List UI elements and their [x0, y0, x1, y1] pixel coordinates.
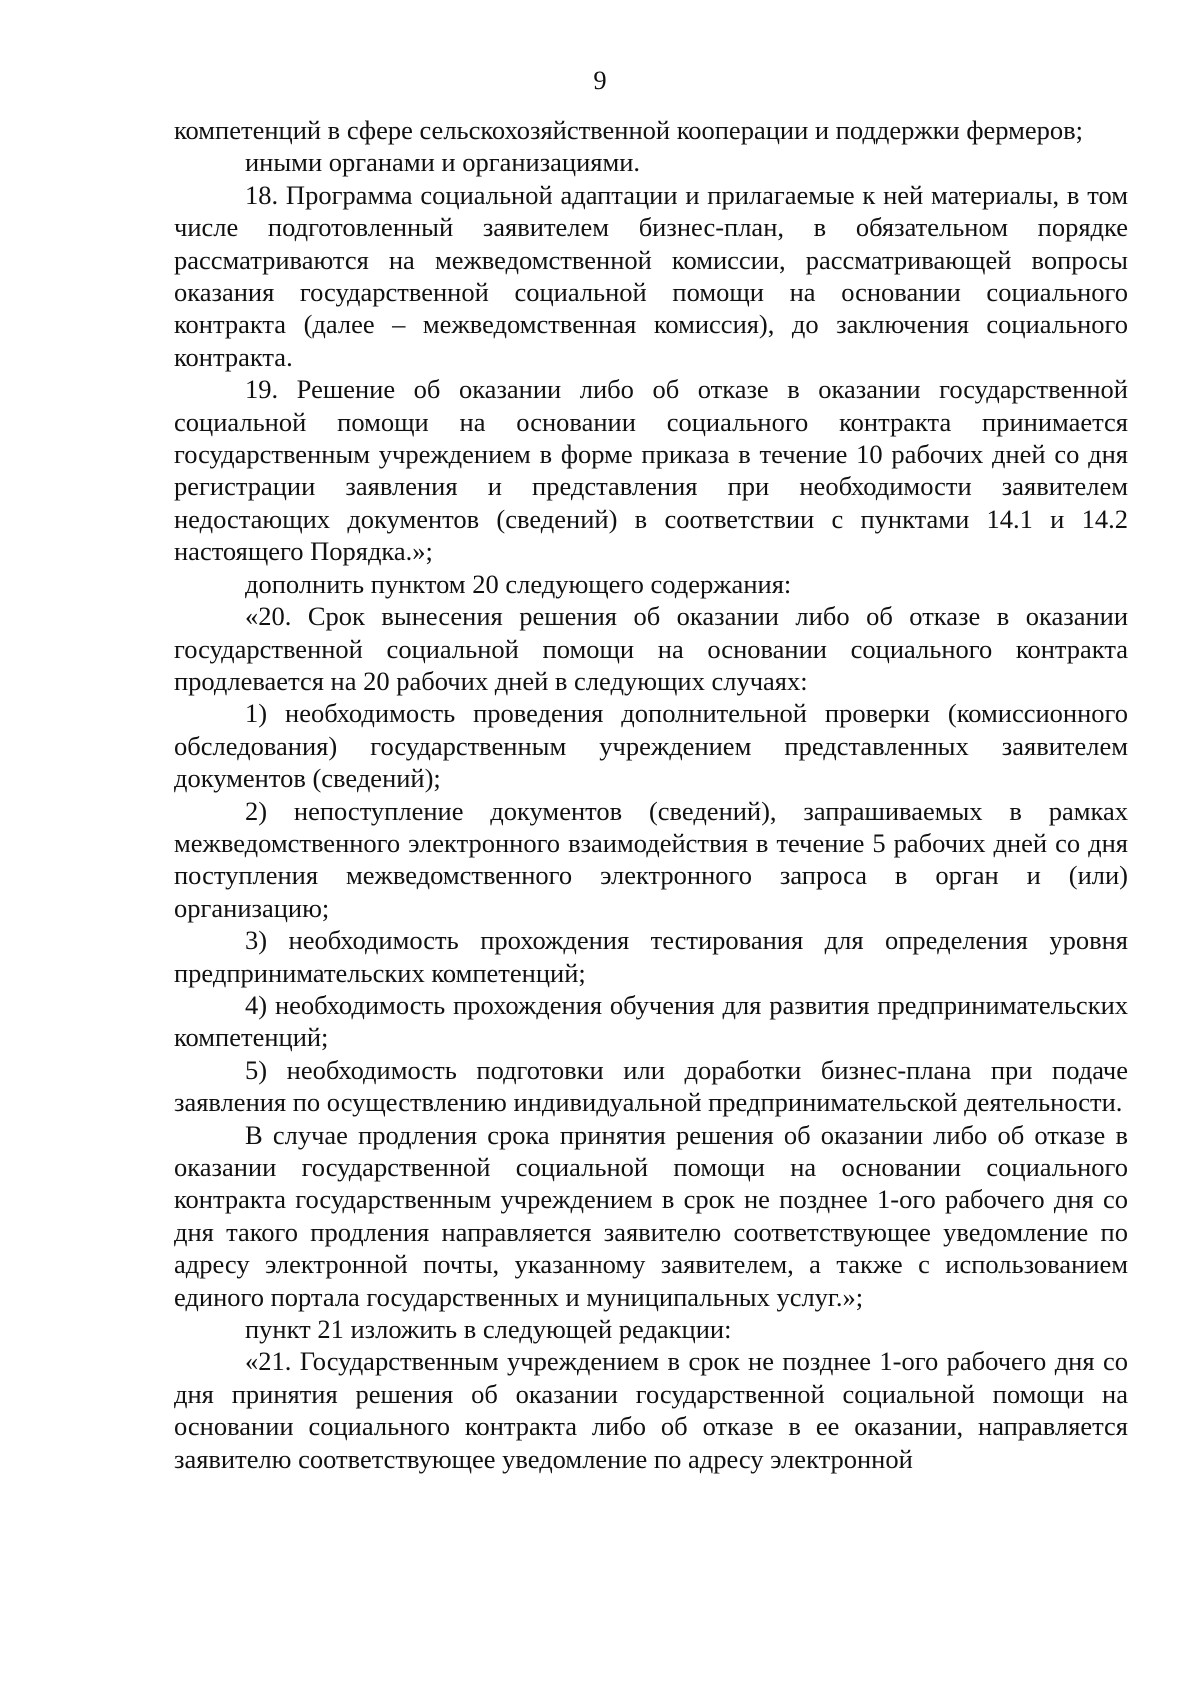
page-number: 9 [593, 65, 607, 95]
document-body [174, 114, 1128, 1475]
list-item: 5) необходимость подготовки или доработки бизнес-плана при подаче заявления по осуществлению индивидуальной предпринимательской деятельности. [174, 1054, 1128, 1118]
paragraph: В случае продления срока принятия решения об оказании либо об отказе в оказании государственной социальной помощи на основании социального контракта государственным учреждением в срок не позднее 1-ого рабочего дня со дня такого продления направляется заявителю соответствующее уведомление по адресу электронной почты, указанному заявителем, а также с использованием единого портала государственных и муниципальных услуг.»; [174, 1119, 1128, 1312]
paragraph-item-18: 18. Программа социальной адаптации и прилагаемые к ней материалы, в том числе подготовленный заявителем бизнес-план, в обязательном порядке рассматриваются на межведомственной комиссии, рассматривающей вопросы оказания государственной социальной помощи на основании социального контракта (далее – межведомственная комиссия), до заключения социального контракта. [174, 179, 1128, 372]
paragraph-item-21: «21. Государственным учреждением в срок не позднее 1-ого рабочего дня со дня принятия решения об оказании государственной социальной помощи на основании социального контракта либо об отказе в ее оказании, направляется заявителю соответствующее уведомление по адресу электронной [174, 1346, 1128, 1474]
list-item: 1) необходимость проведения дополнительной проверки (комиссионного обследования) государственным учреждением представленных заявителем документов (сведений); [174, 698, 1128, 794]
paragraph-continuation: компетенций в сфере сельскохозяйственной кооперации и поддержки фермеров; [174, 115, 1084, 145]
paragraph-item-20: «20. Срок вынесения решения об оказании либо об отказе в оказании государственной социальной помощи на основании социального контракта продлевается на 20 рабочих дней в следующих случаях: [174, 601, 1128, 696]
list-item: 3) необходимость прохождения тестирования для определения уровня предпринимательских компетенций; [174, 925, 1128, 988]
paragraph-item-19: 19. Решение об оказании либо об отказе в оказании государственной социальной помощи на основании социального контракта принимается государственным учреждением в форме приказа в течение 10 рабочих дней со дня регистрации заявления и представления при необходимости заявителем недостающих документов (сведений) в соответствии с пунктами 14.1 и 14.2 настоящего Порядка.»; [174, 374, 1128, 567]
paragraph: дополнить пунктом 20 следующего содержания: [245, 568, 792, 599]
paragraph: пункт 21 изложить в следующей редакции: [245, 1314, 732, 1345]
list-item: 4) необходимость прохождения обучения для развития предпринимательских компетенций; [174, 989, 1128, 1053]
paragraph: иными органами и организациями. [245, 147, 641, 178]
list-item: 2) непоступление документов (сведений), запрашиваемых в рамках межведомственного электронного взаимодействия в течение 5 рабочих дней со дня поступления межведомственного электронного запроса в орган и (или) организацию; [174, 795, 1128, 923]
